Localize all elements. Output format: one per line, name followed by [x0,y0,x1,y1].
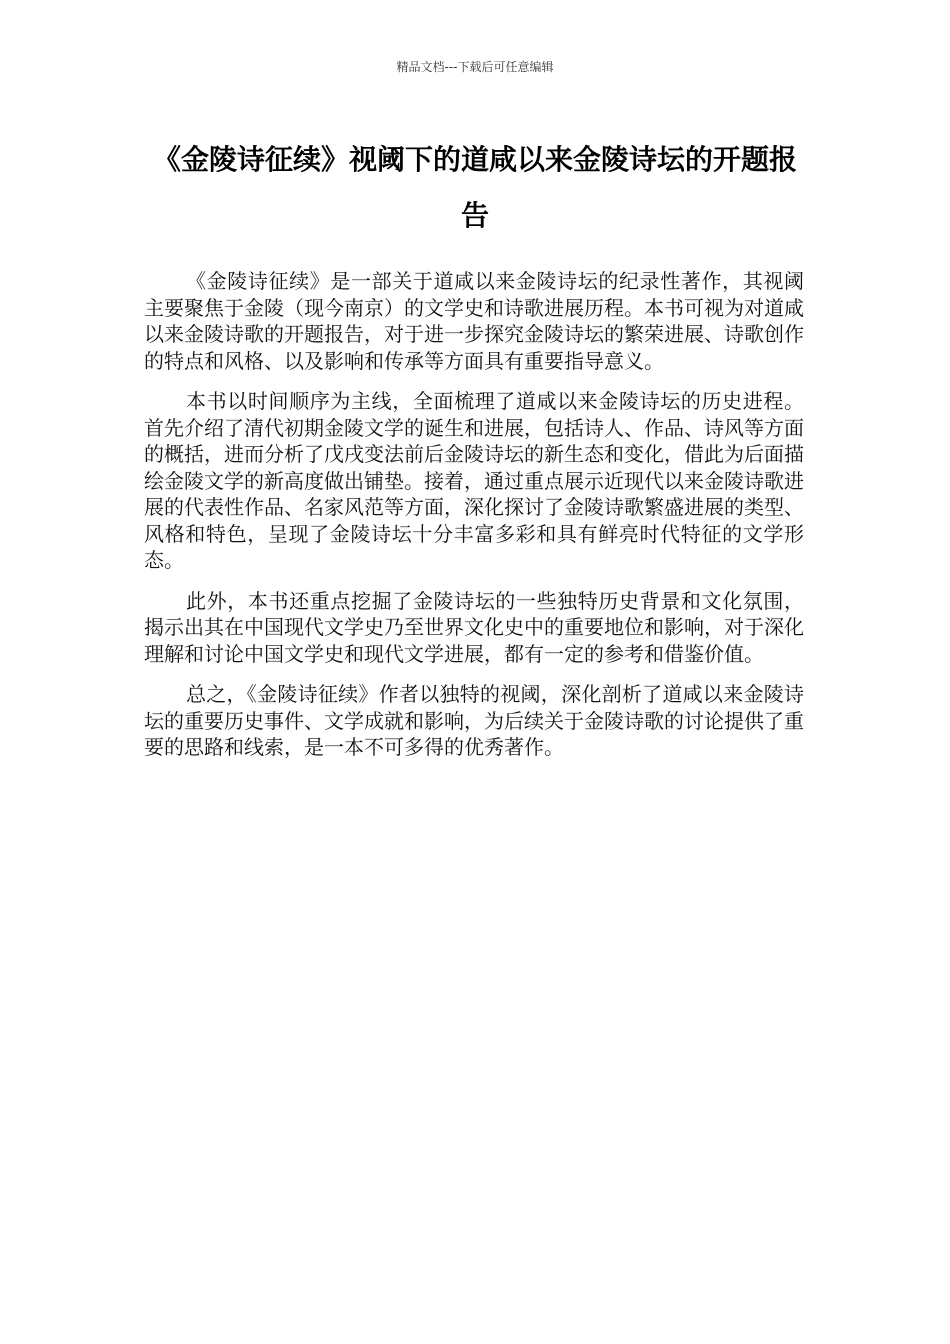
body-paragraph-4: 总之，《金陵诗征续》作者以独特的视阈，深化剖析了道咸以来金陵诗坛的重要历史事件、文学成就和影响，为后续关于金陵诗歌的讨论提供了重要的思路和线索，是一本不可多得的优秀著作。 [144,682,804,759]
document-title: 《金陵诗征续》视阈下的道咸以来金陵诗坛的开题报告 [152,143,797,232]
body-paragraph-2: 本书以时间顺序为主线，全面梳理了道咸以来金陵诗坛的历史进程。首先介绍了清代初期金陵文学的诞生和进展，包括诗人、作品、诗风等方面的概括，进而分析了戊戌变法前后金陵诗坛的新生态和变化，借此为后面描绘金陵文学的新高度做出铺垫。接着，通过重点展示近现代以来金陵诗歌进展的代表性作品、名家风范等方面，深化探讨了金陵诗歌繁盛进展的类型、风格和特色，呈现了金陵诗坛十分丰富多彩和具有鲜亮时代特征的文学形态。 [144,389,804,572]
document-body [144,268,804,775]
body-paragraph-1: 《金陵诗征续》是一部关于道咸以来金陵诗坛的纪录性著作，其视阈主要聚焦于金陵（现今南京）的文学史和诗歌进展历程。本书可视为对道咸以来金陵诗歌的开题报告，对于进一步探究金陵诗坛的繁荣进展、诗歌创作的特点和风格、以及影响和传承等方面具有重要指导意义。 [144,269,804,373]
body-paragraph-3: 此外，本书还重点挖掘了金陵诗坛的一些独特历史背景和文化氛围，揭示出其在中国现代文学史乃至世界文化史中的重要地位和影响，对于深化理解和讨论中国文学史和现代文学进展，都有一定的参考和借鉴价值。 [144,588,804,666]
page-header-note: 精品文档---下载后可任意编辑 [396,60,554,74]
